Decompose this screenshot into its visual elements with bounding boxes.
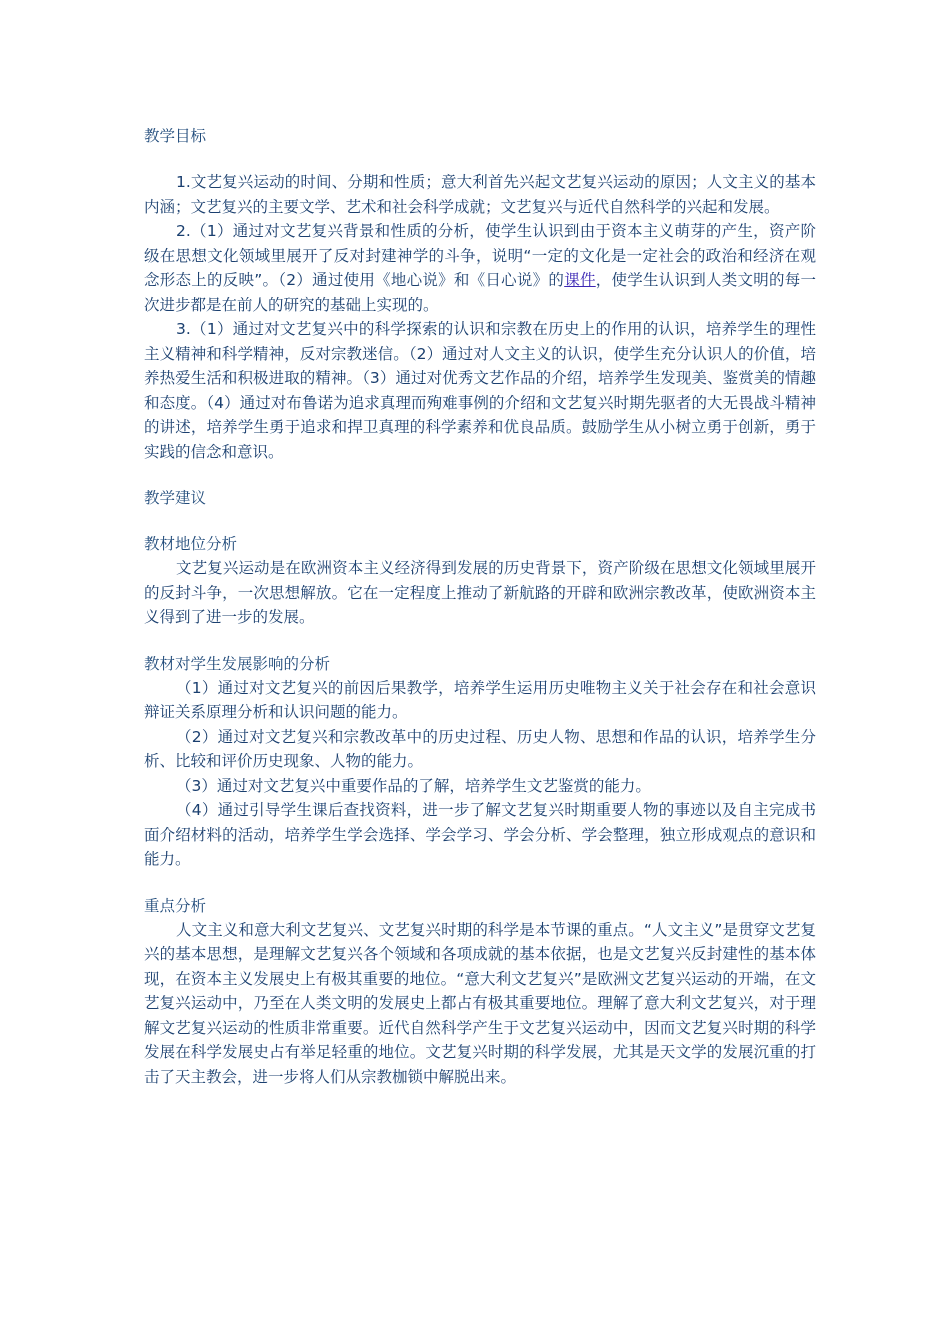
position-paragraph: 文艺复兴运动是在欧洲资本主义经济得到发展的历史背景下，资产阶级在思想文化领域里展开的反封斗争，一次思想解放。它在一定程度上推动了新航路的开辟和欧洲宗教改革，使欧洲资本主义得到了进一步的发展。 <box>144 559 816 626</box>
objectives-paragraph-2-text-tail: ，使学生认识到人类文明的每一次进步都是在前人的研究的基础上实现的。 <box>144 271 816 314</box>
position-heading: 教材地位分析 <box>144 535 238 553</box>
objectives-paragraph-2 <box>144 219 816 317</box>
impact-paragraph-1: （1）通过对文艺复兴的前因后果教学，培养学生运用历史唯物主义关于社会存在和社会意识辩证关系原理分析和认识问题的能力。 <box>144 678 816 721</box>
spacer <box>144 630 816 652</box>
impact-paragraph-3: （3）通过对文艺复兴中重要作品的了解，培养学生文艺鉴赏的能力。 <box>176 776 651 795</box>
objectives-paragraph-1: 1.文艺复兴运动的时间、分期和性质；意大利首先兴起文艺复兴运动的原因；人文主义的基本内涵；文艺复兴的主要文学、艺术和社会科学成就；文艺复兴与近代自然科学的兴起和发展。 <box>144 173 816 216</box>
document-body <box>144 124 816 1089</box>
impact-paragraph-2: （2）通过对文艺复兴和宗教改革中的历史过程、历史人物、思想和作品的认识，培养学生分析、比较和评价历史现象、人物的能力。 <box>144 727 816 770</box>
spacer <box>144 872 816 894</box>
spacer <box>144 510 816 532</box>
spacer <box>144 148 816 170</box>
courseware-link[interactable]: 课件 <box>564 271 596 289</box>
objectives-paragraph-3: 3.（1）通过对文艺复兴中的科学探索的认识和宗教在历史上的作用的认识，培养学生的理性主义精神和科学精神，反对宗教迷信。（2）通过对人文主义的认识，使学生充分认识人的价值，培养热爱生活和积极进取的精神。（3）通过对优秀文艺作品的介绍，培养学生发现美、鉴赏美的情趣和态度。（4）通过对布鲁诺为追求真理而殉难事例的介绍和文艺复兴时期先驱者的大无畏战斗精神的讲述，培养学生勇于追求和捍卫真理的科学素养和优良品质。鼓励学生从小树立勇于创新，勇于实践的信念和意识。 <box>144 320 816 461</box>
impact-paragraph-4: （4）通过引导学生课后查找资料，进一步了解文艺复兴时期重要人物的事迹以及自主完成书面介绍材料的活动，培养学生学会选择、学会学习、学会分析、学会整理，独立形成观点的意识和能力。 <box>144 801 816 868</box>
objectives-paragraph-2-text: 2.（1）通过对文艺复兴背景和性质的分析，使学生认识到由于资本主义萌芽的产生，资产阶级在思想文化领域里展开了反对封建神学的斗争，说明“一定的文化是一定社会的政治和经济在观念形态上的反映”。（2）通过使用《地心说》和《日心说》的 <box>144 222 816 289</box>
keypoints-heading: 重点分析 <box>144 896 207 915</box>
suggestions-heading: 教学建议 <box>144 489 207 507</box>
spacer <box>144 464 816 486</box>
objectives-heading: 教学目标 <box>144 127 207 145</box>
impact-heading: 教材对学生发展影响的分析 <box>144 654 331 673</box>
keypoints-paragraph: 人文主义和意大利文艺复兴、文艺复兴时期的科学是本节课的重点。“人文主义”是贯穿文艺复兴的基本思想，是理解文艺复兴各个领域和各项成就的基本依据，也是文艺复兴反封建性的基本体现，在资本主义发展史上有极其重要的地位。“意大利文艺复兴”是欧洲文艺复兴运动的开端，在文艺复兴运动中，乃至在人类文明的发展史上都占有极其重要地位。理解了意大利文艺复兴，对于理解文艺复兴运动的性质非常重要。近代自然科学产生于文艺复兴运动中，因而文艺复兴时期的科学发展在科学发展史占有举足轻重的地位。文艺复兴时期的科学发展，尤其是天文学的发展沉重的打击了天主教会，进一步将人们从宗教枷锁中解脱出来。 <box>144 920 816 1086</box>
